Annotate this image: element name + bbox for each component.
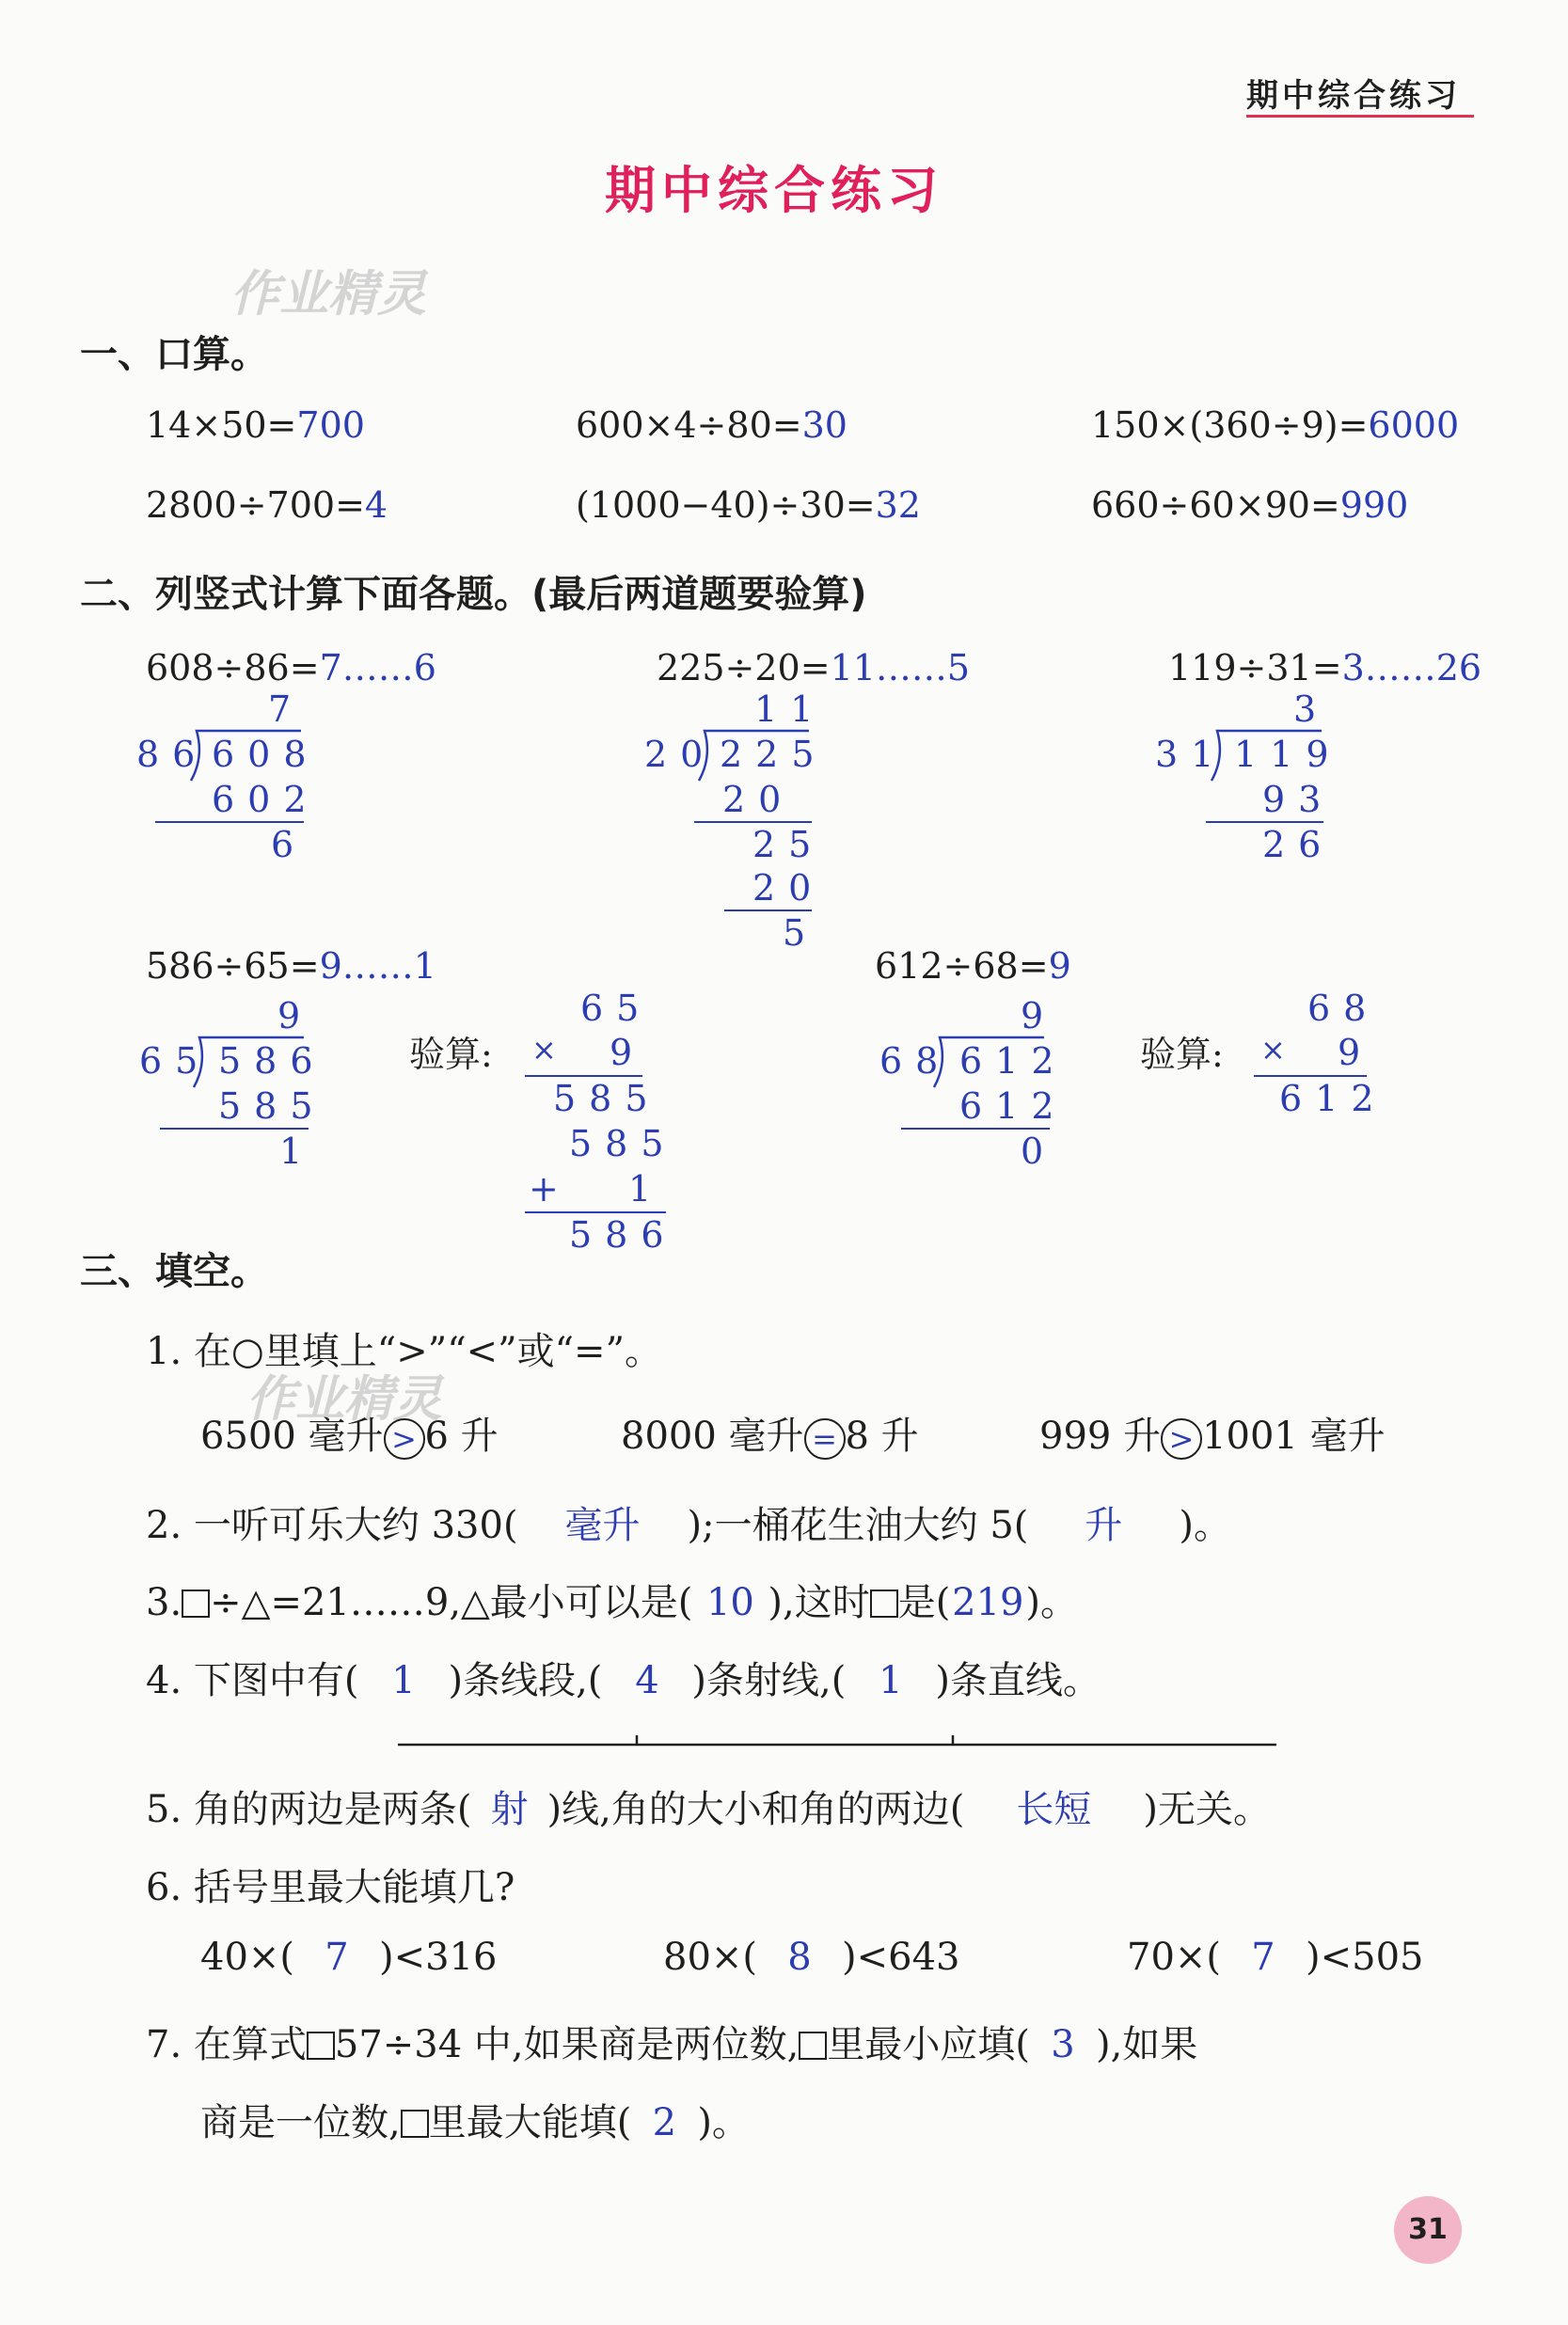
p5-check-mul-n: 9 [1338, 1032, 1361, 1073]
square-box-icon [307, 2032, 335, 2060]
fill-q1: 1. 在○里填上“>”“<”或“=”。 [146, 1330, 663, 1373]
p5-dividend: 612 [959, 1040, 1068, 1082]
p1-subtract-1: 602 [212, 779, 320, 820]
p5-quotient: 9 [1021, 995, 1057, 1036]
p5-check-product: 612 [1279, 1078, 1387, 1119]
p2-rule-2 [724, 909, 812, 911]
p3-subtract-1: 93 [1262, 779, 1335, 820]
compare-circle-a: > [384, 1418, 425, 1460]
p4-divisor: 65 [139, 1040, 212, 1082]
p2-divisor: 20 [644, 734, 717, 775]
p4-check-plus: + [529, 1168, 559, 1210]
p2-subtract-1: 20 [722, 779, 795, 820]
oral-item-5: (1000−40)÷30=32 [576, 484, 921, 526]
section1-heading: 一、口算。 [80, 333, 268, 376]
page-number: 31 [1408, 2213, 1448, 2246]
division-problem-2: 225÷20=11……5 [657, 647, 971, 688]
p4-quotient: 9 [277, 995, 314, 1036]
p4-subtract-1: 585 [218, 1085, 326, 1127]
p5-divisor: 68 [879, 1040, 952, 1082]
p4-check-mul-n: 9 [610, 1032, 633, 1073]
p5-check-top: 68 [1307, 988, 1380, 1029]
fill-q1-compare-b: 8000 毫升 = 8 升 [621, 1415, 919, 1458]
p3-divisor: 31 [1155, 734, 1227, 775]
p2-rule-1 [694, 821, 812, 823]
p2-subtract-2: 20 [752, 867, 825, 909]
p3-dividend: 119 [1234, 734, 1342, 775]
oral-item-6: 660÷60×90=990 [1091, 484, 1409, 526]
p2-dividend: 225 [720, 734, 828, 775]
p3-quotient: 3 [1293, 688, 1330, 730]
fill-q1-compare-c: 999 升 > 1001 毫升 [1039, 1415, 1386, 1458]
p4-check-top: 65 [580, 988, 653, 1029]
fill-q3: 3. ÷△=21……9,△最小可以是( 10 ),这时 是(219)。 [146, 1581, 1078, 1624]
compare-circle-c: > [1161, 1418, 1202, 1460]
section2-heading: 二、列竖式计算下面各题。(最后两道题要验算) [80, 573, 867, 616]
p2-partial: 25 [752, 824, 825, 865]
section3-heading: 三、填空。 [80, 1250, 268, 1293]
fill-q4: 4. 下图中有( 1 )条线段,( 4 )条射线,( 1 )条直线。 [146, 1659, 1101, 1702]
p4-check-times: × [531, 1032, 557, 1068]
p1-dividend: 608 [212, 734, 320, 775]
fill-q2: 2. 一听可乐大约 330( 毫升 );一桶花生油大约 5( 升 )。 [146, 1504, 1232, 1547]
oral-item-2: 600×4÷80=30 [576, 404, 847, 446]
p5-subtract-1: 612 [959, 1085, 1068, 1127]
division-problem-5: 612÷68=9 [875, 945, 1071, 987]
fill-q7-line-1: 7. 在算式 57÷34 中,如果商是两位数, 里最小应填( 3 ),如果 [146, 2023, 1198, 2066]
p4-check-add-top: 585 [569, 1123, 677, 1164]
p4-check-label: 验算: [409, 1034, 493, 1075]
p4-check-rule-1 [525, 1075, 642, 1077]
running-title: 期中综合练习 [1246, 77, 1461, 115]
p2-quotient: 11 [754, 688, 827, 730]
oral-item-1: 14×50=700 [146, 404, 365, 446]
p5-check-label: 验算: [1140, 1034, 1224, 1075]
watermark-2: 作业精灵 [246, 1371, 443, 1428]
p1-remainder: 6 [271, 824, 308, 865]
line-figure [390, 1726, 1284, 1754]
square-box-icon [799, 2032, 827, 2060]
p4-check-product: 585 [553, 1078, 661, 1119]
p5-check-times: × [1260, 1032, 1286, 1068]
oral-item-3: 150×(360÷9)=6000 [1091, 404, 1460, 446]
p1-rule-1 [155, 821, 304, 823]
fill-q7-line-2: 商是一位数, 里最大能填( 2 )。 [200, 2101, 750, 2144]
compare-circle-b: = [804, 1418, 846, 1460]
running-title-underline [1246, 115, 1474, 118]
p4-rule-1 [160, 1128, 309, 1130]
p2-remainder: 5 [783, 912, 819, 954]
oral-item-4: 2800÷700=4 [146, 484, 388, 526]
square-box-icon [182, 1590, 210, 1618]
p4-remainder: 1 [279, 1131, 316, 1172]
watermark: 作业精灵 [230, 266, 427, 323]
p3-rule-1 [1206, 821, 1323, 823]
p4-check-sum: 586 [569, 1214, 677, 1256]
square-box-icon [401, 2110, 429, 2138]
fill-q1-compare-a: 6500 毫升 > 6 升 [200, 1415, 499, 1458]
p4-dividend: 586 [218, 1040, 326, 1082]
fill-q6-item-2: 80×( 8 )<643 [663, 1936, 960, 1979]
p5-check-rule-1 [1254, 1075, 1367, 1077]
p4-check-add-n: 1 [628, 1168, 652, 1210]
p5-rule-1 [901, 1128, 1050, 1130]
p1-quotient: 7 [268, 688, 305, 730]
fill-q6-item-1: 40×( 7 )<316 [200, 1936, 498, 1979]
page-title: 期中综合练习 [605, 161, 943, 220]
fill-q6-item-3: 70×( 7 )<505 [1127, 1936, 1424, 1979]
division-problem-1: 608÷86=7……6 [146, 647, 436, 688]
p5-remainder: 0 [1021, 1131, 1057, 1172]
division-problem-3: 119÷31=3……26 [1168, 647, 1482, 688]
p3-remainder: 26 [1262, 824, 1335, 865]
division-problem-4: 586÷65=9……1 [146, 945, 436, 987]
p1-divisor: 86 [136, 734, 209, 775]
fill-q5: 5. 角的两边是两条( 射 )线,角的大小和角的两边( 长短 )无关。 [146, 1788, 1272, 1831]
square-box-icon [870, 1590, 898, 1618]
fill-q6: 6. 括号里最大能填几? [146, 1866, 515, 1909]
p4-check-rule-2 [525, 1211, 666, 1213]
